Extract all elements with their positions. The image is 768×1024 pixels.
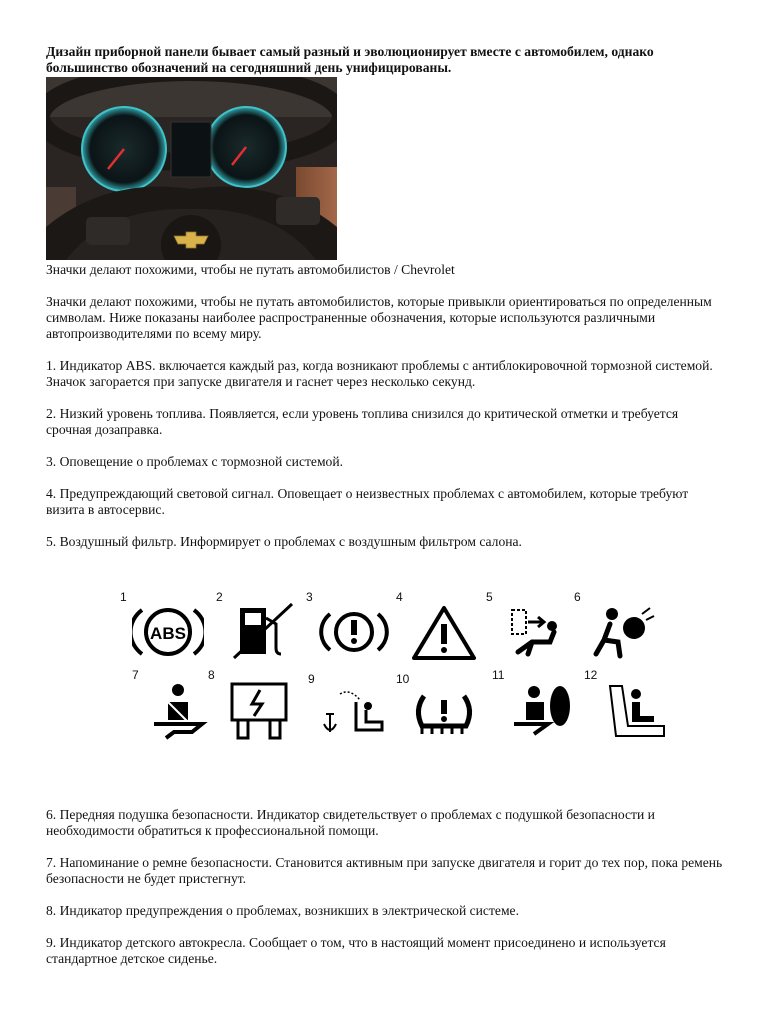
brake-warning-icon — [318, 602, 390, 662]
icon-cell — [208, 668, 298, 750]
icon-number: 9 — [308, 672, 315, 686]
list-item: 8. Индикатор предупреждения о проблемах, возникших в электрической системе. — [46, 903, 519, 918]
icon-number: 3 — [306, 590, 313, 604]
side-airbag-icon — [504, 680, 576, 740]
list-item: 5. Воздушный фильтр. Информирует о проблемах с воздушным фильтром салона. — [46, 534, 522, 549]
icon-cell — [574, 590, 664, 672]
document-heading: Дизайн приборной панели бывает самый разный и эволюционирует вместе с автомобилем, однако большинство обозначений на сегодняшний день унифицированы. — [46, 44, 654, 75]
icon-number: 1 — [120, 590, 127, 604]
warning-triangle-icon — [408, 602, 480, 662]
icon-cell — [216, 590, 306, 672]
icon-number: 12 — [584, 668, 598, 682]
child-seat-icon — [596, 680, 668, 740]
list-item: 9. Индикатор детского автокресла. Сообщает о том, что в настоящий момент присоединено и используется стандартное детское сиденье. — [46, 935, 666, 966]
icon-number: 4 — [396, 590, 403, 604]
seatbelt-icon — [144, 680, 216, 740]
icon-cell — [584, 668, 674, 750]
icon-number: 10 — [396, 672, 410, 686]
electrical-fuse-icon — [220, 680, 292, 740]
air-filter-icon — [498, 602, 570, 662]
warning-icons-grid — [108, 582, 668, 772]
icon-cell — [308, 672, 398, 754]
icon-cell — [120, 590, 210, 672]
icon-cell — [396, 590, 486, 672]
icon-cell — [306, 590, 396, 672]
list-item: 2. Низкий уровень топлива. Появляется, если уровень топлива снизился до критической отметки и требуется срочная дозаправка. — [46, 406, 679, 437]
abs-icon — [132, 602, 204, 662]
icon-number: 2 — [216, 590, 223, 604]
icon-cell — [396, 672, 486, 754]
tire-pressure-icon — [408, 684, 480, 744]
icon-cell — [492, 668, 582, 750]
icon-number: 11 — [492, 668, 505, 682]
document-body — [46, 44, 726, 550]
dashboard-photo — [46, 77, 337, 260]
list-item: 4. Предупреждающий световой сигнал. Оповещает о неизвестных проблемах с автомобилем, которые требуют визита в автосервис. — [46, 486, 689, 517]
abs-label: ABS — [150, 624, 186, 643]
document-body-lower — [46, 807, 726, 967]
child-seat-anchor-icon — [320, 684, 392, 744]
list-item: 1. Индикатор ABS. включается каждый раз, когда возникают проблемы с антиблокировочной тормозной системой. Значок загорается при запуске двигателя и гаснет через несколько секунд. — [46, 358, 713, 389]
icon-cell — [486, 590, 576, 672]
icon-number: 6 — [574, 590, 581, 604]
list-item: 3. Оповещение о проблемах с тормозной системой. — [46, 454, 344, 469]
icon-number: 5 — [486, 590, 493, 604]
icon-number: 7 — [132, 668, 139, 682]
intro-paragraph: Значки делают похожими, чтобы не путать автомобилистов, которые привыкли ориентироваться по определенным символам. Ниже показаны наиболее распространенные обозначения, которые используются различными автопроизводителями по всему миру. — [46, 294, 712, 341]
fuel-pump-icon — [228, 602, 300, 662]
list-item: 7. Напоминание о ремне безопасности. Становится активным при запуске двигателя и горит до тех пор, пока ремень безопасности не будет пристегнут. — [46, 855, 723, 886]
photo-caption: Значки делают похожими, чтобы не путать автомобилистов / Chevrolet — [46, 262, 455, 277]
list-item: 6. Передняя подушка безопасности. Индикатор свидетельствует о проблемах с подушкой безопасности и необходимости обратиться к профессиональной помощи. — [46, 807, 655, 838]
icon-number: 8 — [208, 668, 215, 682]
airbag-icon — [586, 602, 658, 662]
